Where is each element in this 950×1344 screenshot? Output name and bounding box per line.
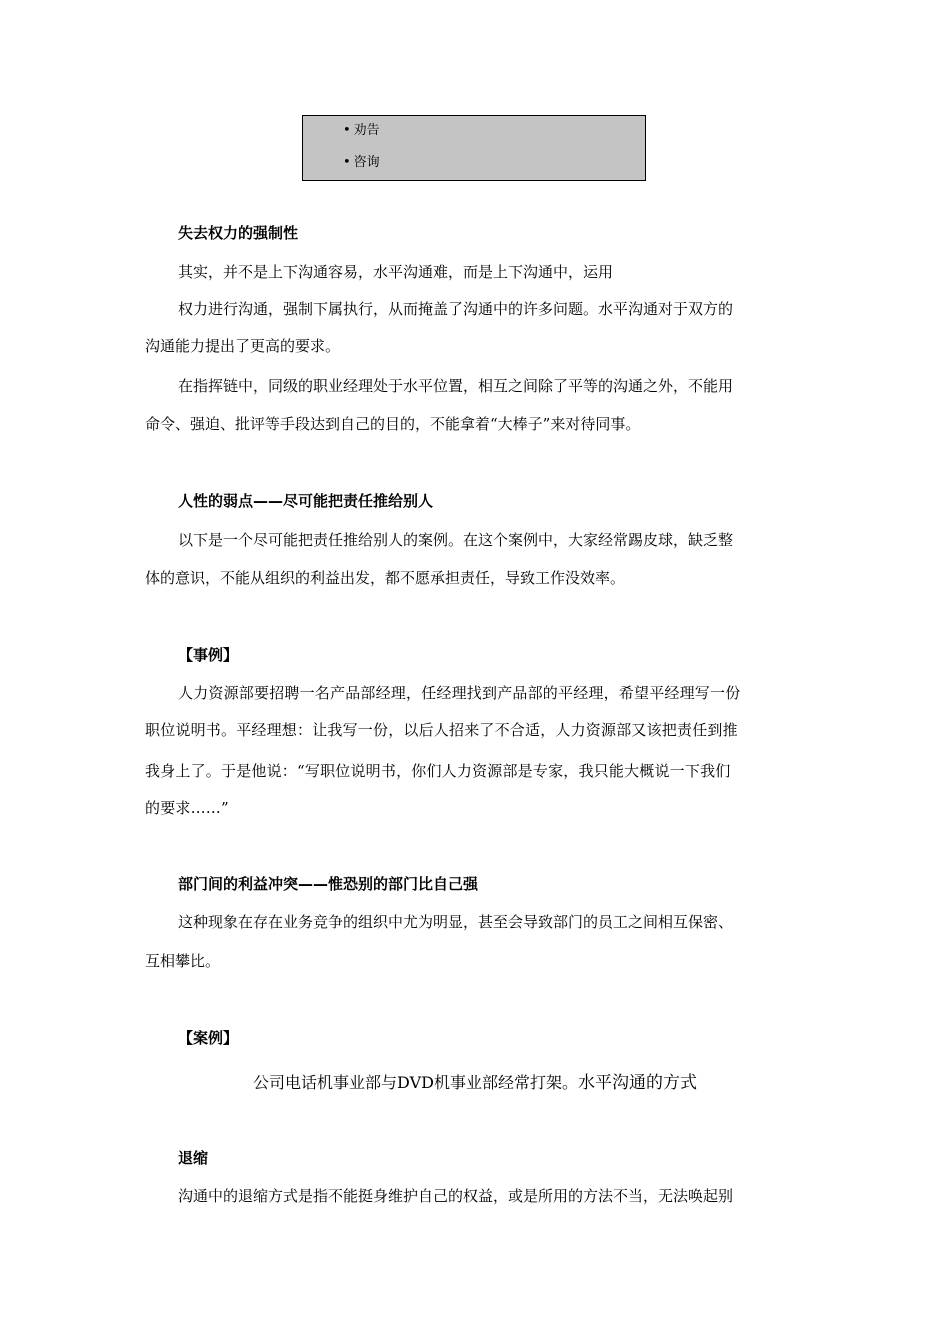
paragraph-line: 沟通中的退缩方式是指不能挺身维护自己的权益，或是所用的方法不当，无法唤起别 xyxy=(178,1187,734,1205)
case-heading: 【事例】 xyxy=(178,646,239,664)
case-line: 职位说明书。平经理想：让我写一份，以后人招来了不合适，人力资源部又该把责任到推 xyxy=(145,721,738,739)
paragraph-line: 以下是一个尽可能把责任推给别人的案例。在这个案例中，大家经常踢皮球，缺乏整 xyxy=(178,531,734,549)
subheading-inline: 水平沟通的方式 xyxy=(577,1073,697,1093)
case-text: 公司电话机事业部与DVD机事业部经常打架。 xyxy=(253,1073,578,1092)
paragraph-line: 权力进行沟通，强制下属执行，从而掩盖了沟通中的许多问题。水平沟通对于双方的 xyxy=(178,300,734,318)
case-line: 人力资源部要招聘一名产品部经理，任经理找到产品部的平经理，希望平经理写一份 xyxy=(178,684,741,702)
case-line: 的要求……” xyxy=(145,799,229,817)
paragraph-line: 命令、强迫、批评等手段达到自己的目的，不能拿着“大棒子”来对待同事。 xyxy=(145,415,641,433)
case-line-centered xyxy=(0,1068,950,1093)
section-heading: 人性的弱点——尽可能把责任推给别人 xyxy=(178,492,434,510)
box-item xyxy=(343,119,380,138)
bullet-icon: • xyxy=(343,123,351,138)
box-item-text: 咨询 xyxy=(353,155,380,170)
box-item xyxy=(343,151,380,170)
paragraph-line: 沟通能力提出了更高的要求。 xyxy=(145,337,341,355)
section-heading: 失去权力的强制性 xyxy=(178,224,299,242)
bullet-icon: • xyxy=(343,155,351,170)
paragraph-line: 体的意识，不能从组织的利益出发，都不愿承担责任，导致工作没效率。 xyxy=(145,569,626,587)
case-line: 我身上了。于是他说：“写职位说明书，你们人力资源部是专家，我只能大概说一下我们 xyxy=(145,762,731,780)
section-heading: 部门间的利益冲突——惟恐别的部门比自己强 xyxy=(178,875,479,893)
box-item-text: 劝告 xyxy=(353,123,380,138)
paragraph-line: 在指挥链中，同级的职业经理处于水平位置，相互之间除了平等的沟通之外，不能用 xyxy=(178,377,734,395)
paragraph-line: 互相攀比。 xyxy=(145,952,221,970)
case-heading: 【案例】 xyxy=(178,1029,239,1047)
paragraph-line: 其实，并不是上下沟通容易，水平沟通难，而是上下沟通中，运用 xyxy=(178,263,614,281)
section-heading: 退缩 xyxy=(178,1149,209,1167)
paragraph-line: 这种现象在存在业务竞争的组织中尤为明显，甚至会导致部门的员工之间相互保密、 xyxy=(178,913,734,931)
methods-box xyxy=(302,115,646,181)
